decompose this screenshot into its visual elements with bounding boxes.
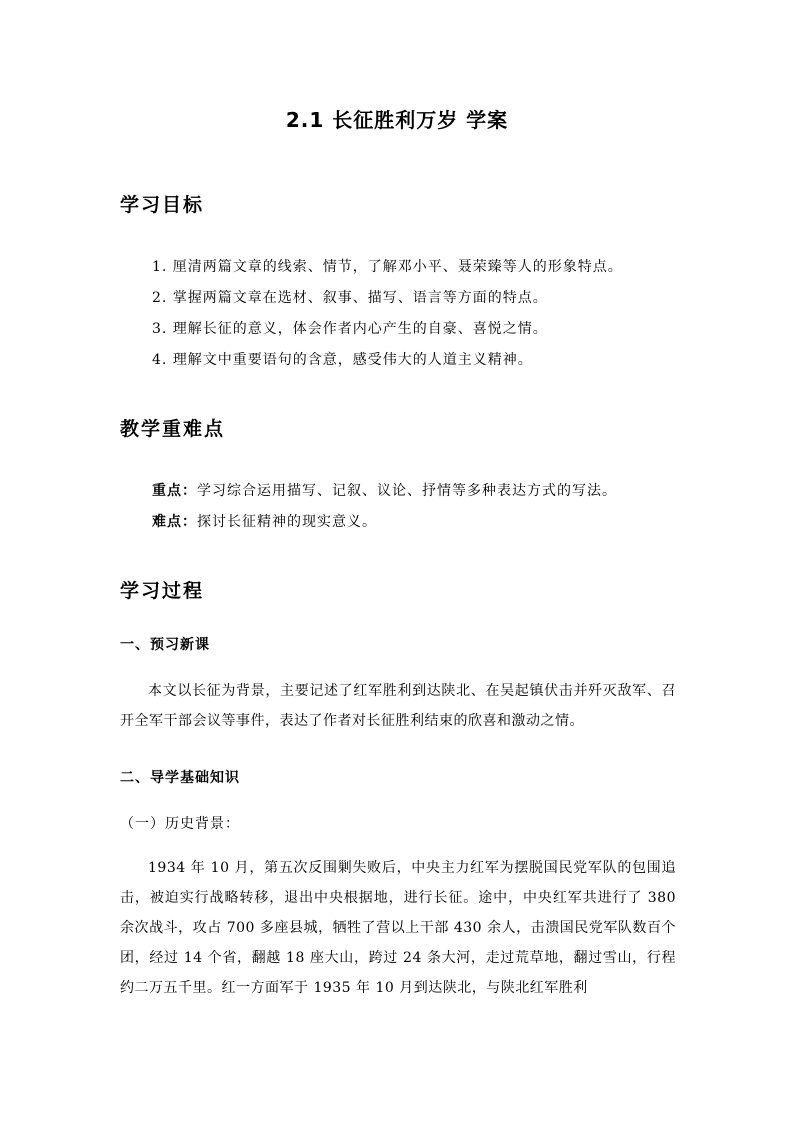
objective-item: 3. 理解长征的意义，体会作者内心产生的自豪、喜悦之情。 <box>152 321 548 337</box>
objective-item: 4. 理解文中重要语句的含意，感受伟大的人道主义精神。 <box>152 352 533 368</box>
objective-item: 1. 厘清两篇文章的线索、情节，了解邓小平、聂荣臻等人的形象特点。 <box>152 259 623 275</box>
part1-heading: 一、预习新课 <box>120 637 210 653</box>
key-point-label: 重点： <box>152 483 197 499</box>
process-heading: 学习过程 <box>120 580 205 602</box>
part2-heading: 二、导学基础知识 <box>120 770 240 786</box>
difficult-point-text: 探讨长征精神的现实意义。 <box>197 514 377 530</box>
part1-paragraph: 本文以长征为背景，主要记述了红军胜利到达陕北、在吴起镇伏击并歼灭敌军、召开全军干部会议等事件，表达了作者对长征胜利结束的欣喜和激动之情。 <box>120 683 676 729</box>
objectives-heading: 学习目标 <box>120 194 205 216</box>
key-point-text: 学习综合运用描写、记叙、议论、抒情等多种表达方式的写法。 <box>197 483 617 499</box>
part2-subheading: （一）历史背景： <box>120 816 240 832</box>
objective-item: 2. 掌握两篇文章在选材、叙事、描写、语言等方面的特点。 <box>152 290 548 306</box>
difficult-point-label: 难点： <box>152 514 197 530</box>
part2-paragraph: 1934 年 10 月，第五次反围剿失败后，中央主力红军为摆脱国民党军队的包围追击，被迫实行战略转移，退出中央根据地，进行长征。途中，中央红军共进行了 380 余次战斗，攻占 700 多座县城，牺牲了营以上干部 430 余人，击溃国民党军队数百个团，经过 14 个省，翻越 18 座大山，跨过 24 条大河，走过荒草地，翻过雪山，行程约二万五千里。红一方面军于 1935 年 10 月到达陕北，与陕北红军胜利 <box>120 860 676 996</box>
key-points-heading: 教学重难点 <box>120 418 226 440</box>
key-point <box>152 480 617 500</box>
document-title: 2.1 长征胜利万岁 学案 <box>285 108 509 132</box>
difficult-point <box>152 511 377 531</box>
